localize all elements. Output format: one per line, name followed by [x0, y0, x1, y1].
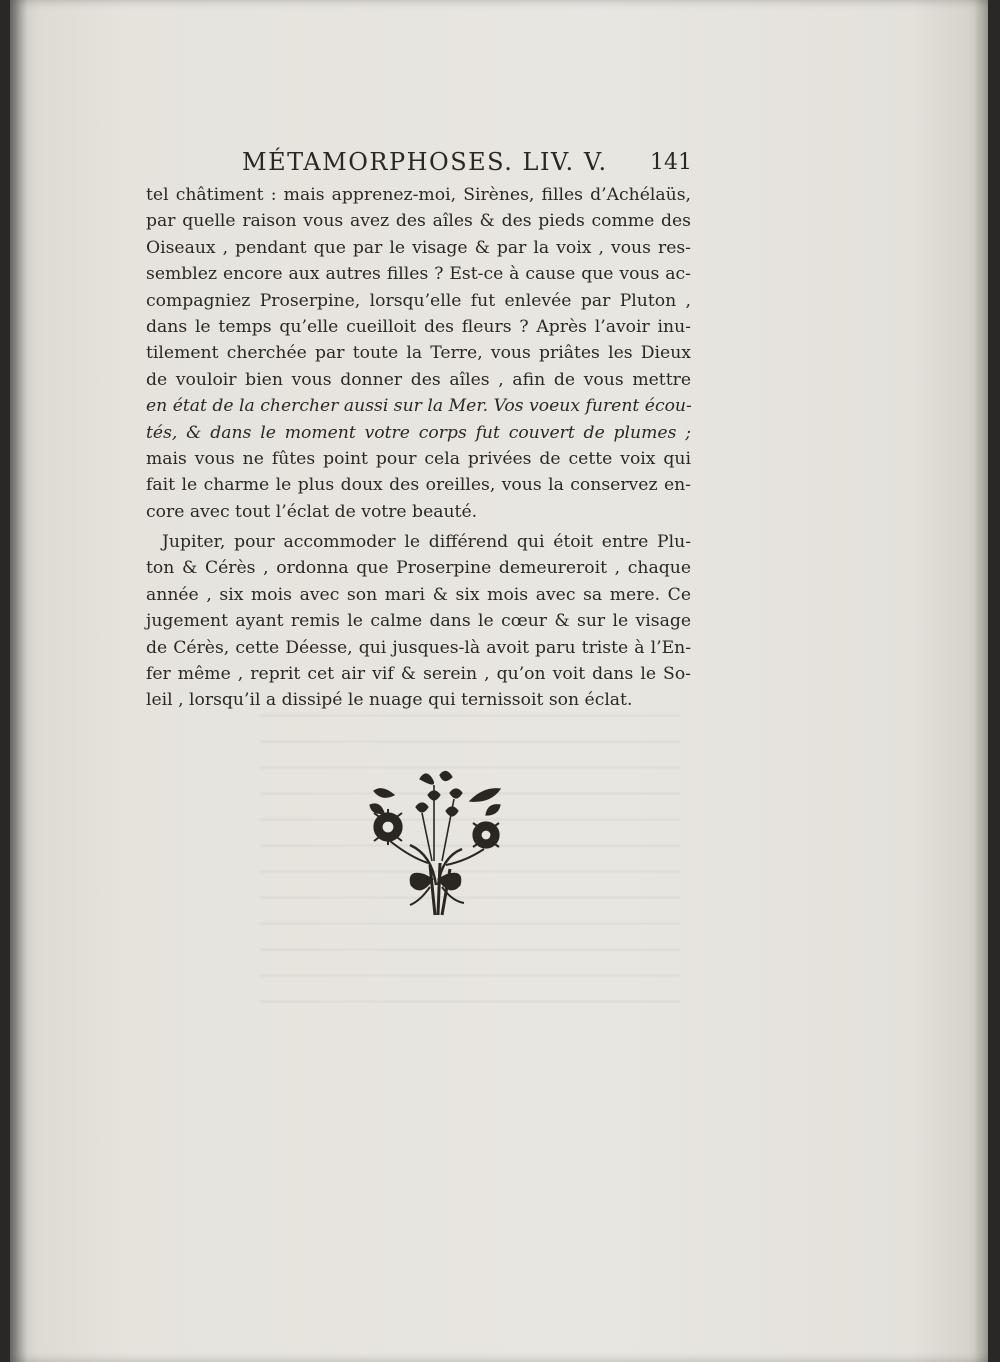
spine-shadow [10, 0, 28, 1362]
text-line: Oiseaux , pendant que par le visage & par la voix , vous res- [146, 237, 691, 258]
text-line: de Cérès, cette Déesse, qui jusques-là avoit paru triste à l’En- [146, 637, 691, 658]
text-line: semblez encore aux autres filles ? Est-ce à cause que vous ac- [146, 264, 691, 285]
text-line: compagniez Proserpine, lorsqu’elle fut enlevée par Pluton , [146, 290, 691, 311]
text-line: tilement cherchée par toute la Terre, vous priâtes les Dieux [146, 343, 691, 364]
paragraph-1 [146, 182, 691, 525]
text-line: tel châtiment : mais apprenez-moi, Sirènes, filles d’Achélaüs, [146, 185, 691, 205]
paragraph-2 [146, 529, 691, 714]
page-edge [974, 0, 988, 1362]
text-line: mais vous ne fûtes point pour cela privées de cette voix qui [146, 448, 691, 469]
page-number: 141 [650, 150, 692, 175]
text-line: ton & Cérès , ordonna que Proserpine demeureroit , chaque [146, 558, 691, 579]
text-line: leil , lorsqu’il a dissipé le nuage qui ternissoit son éclat. [146, 690, 633, 711]
text-line: en état de la chercher aussi sur la Mer. Vos voeux furent écou- [146, 396, 692, 417]
text-line: tés, & dans le moment votre corps fut couvert de plumes ; [146, 422, 691, 443]
floral-bouquet-icon [350, 765, 520, 925]
running-title: MÉTAMORPHOSES. LIV. V. [242, 148, 608, 176]
text-line: fer même , reprit cet air vif & serein , qu’on voit dans le So- [146, 664, 691, 685]
text-line: année , six mois avec son mari & six mois avec sa mere. Ce [146, 584, 691, 605]
book-page [10, 0, 988, 1362]
text-line: de vouloir bien vous donner des aîles , afin de vous mettre [146, 369, 691, 390]
text-line: fait le charme le plus doux des oreilles, vous la conservez en- [146, 475, 691, 496]
text-line: jugement ayant remis le calme dans le cœur & sur le visage [146, 611, 691, 632]
text-line: dans le temps qu’elle cueilloit des fleurs ? Après l’avoir inu- [146, 316, 691, 337]
text-line: core avec tout l’éclat de votre beauté. [146, 501, 478, 522]
text-line: par quelle raison vous avez des aîles & des pieds comme des [146, 211, 691, 232]
text-line: Jupiter, pour accommoder le différend qui étoit entre Plu- [162, 532, 691, 553]
body-text [146, 182, 691, 714]
running-head [230, 142, 700, 182]
